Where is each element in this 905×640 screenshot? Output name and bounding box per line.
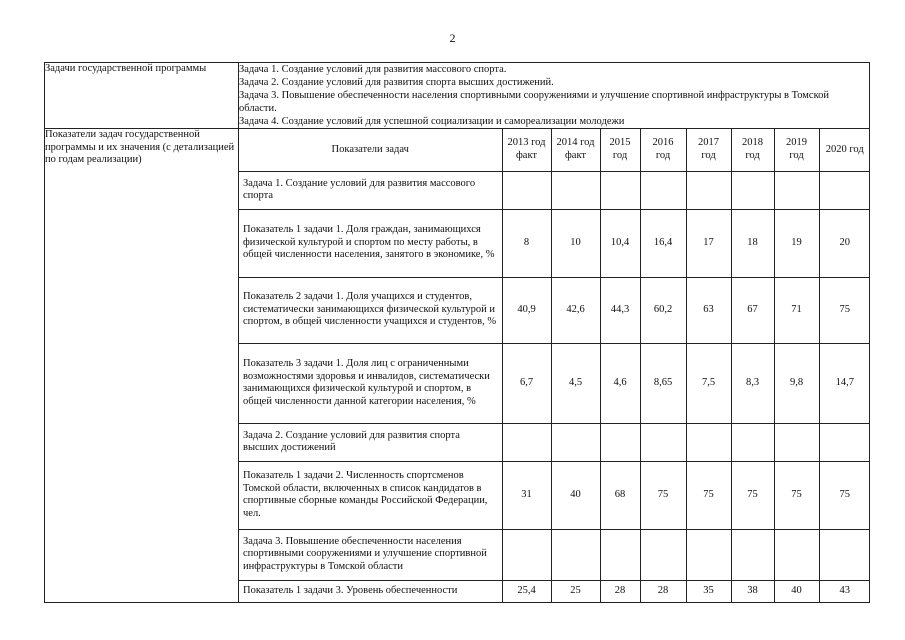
row-6-v2013: 31 (502, 461, 551, 529)
row-4-v2020: 14,7 (819, 343, 870, 423)
row-7-v2014 (551, 529, 600, 580)
row-2-v2019: 19 (774, 209, 819, 277)
row-2-v2020: 20 (819, 209, 870, 277)
row-2-text: Показатель 1 задачи 1. Доля граждан, занимающихся физической культурой и спортом по месту работы, в общей численности населения, занятого в экономике, % (239, 209, 502, 277)
row-2-v2015: 10,4 (600, 209, 640, 277)
row-1-v2019 (774, 171, 819, 209)
row-4-v2014: 4,5 (551, 343, 600, 423)
row-8-v2018: 38 (731, 580, 774, 602)
row-6-v2016: 75 (640, 461, 686, 529)
goal-1: Задача 1. Создание условий для развития массового спорта. (239, 64, 507, 75)
header-year-2020: 2020 год (819, 129, 870, 171)
row-5-v2015 (600, 423, 640, 461)
row-2-v2013: 8 (502, 209, 551, 277)
row-7-text: Задача 3. Повышение обеспеченности населения спортивными сооружениями и улучшение спортивной инфраструктуры в Томской области (239, 529, 502, 580)
row-3-v2015: 44,3 (600, 277, 640, 343)
row-6-text: Показатель 1 задачи 2. Численность спортсменов Томской области, включенных в список кандидатов в спортивные сборные команды Российской Федерации, чел. (239, 461, 502, 529)
indicators-label: Показатели задач государственной программы и их значения (с детализацией по годам реализации) (45, 129, 239, 603)
row-4-v2015: 4,6 (600, 343, 640, 423)
row-5-v2016 (640, 423, 686, 461)
row-7-v2018 (731, 529, 774, 580)
table-row (239, 171, 870, 209)
row-5-v2014 (551, 423, 600, 461)
row-5-v2013 (502, 423, 551, 461)
row-3-v2019: 71 (774, 277, 819, 343)
row-4-v2019: 9,8 (774, 343, 819, 423)
row-1-v2016 (640, 171, 686, 209)
row-3-v2018: 67 (731, 277, 774, 343)
table-row (239, 343, 870, 423)
indicators-cell (239, 129, 870, 603)
program-goals-label: Задачи государственной программы (45, 63, 239, 129)
row-8-v2016: 28 (640, 580, 686, 602)
row-7-v2015 (600, 529, 640, 580)
row-2-v2018: 18 (731, 209, 774, 277)
row-1-v2013 (502, 171, 551, 209)
table-row (239, 423, 870, 461)
row-3-v2013: 40,9 (502, 277, 551, 343)
row-2-v2016: 16,4 (640, 209, 686, 277)
row-6-v2018: 75 (731, 461, 774, 529)
row-1-v2018 (731, 171, 774, 209)
row-5-v2017 (686, 423, 731, 461)
row-1-v2020 (819, 171, 870, 209)
row-1-v2017 (686, 171, 731, 209)
program-goals-list (239, 63, 870, 129)
row-1-v2015 (600, 171, 640, 209)
row-8-text: Показатель 1 задачи 3. Уровень обеспеченности (239, 580, 502, 602)
row-5-text: Задача 2. Создание условий для развития спорта высших достижений (239, 423, 502, 461)
row-3-v2017: 63 (686, 277, 731, 343)
row-5-v2020 (819, 423, 870, 461)
row-3-v2014: 42,6 (551, 277, 600, 343)
row-4-v2013: 6,7 (502, 343, 551, 423)
header-indicator: Показатели задач (239, 129, 502, 171)
row-7-v2016 (640, 529, 686, 580)
row-3-v2016: 60,2 (640, 277, 686, 343)
table-row (239, 529, 870, 580)
header-year-2013: 2013 год факт (502, 129, 551, 171)
row-8-v2020: 43 (819, 580, 870, 602)
header-year-2016: 2016 год (640, 129, 686, 171)
row-4-text: Показатель 3 задачи 1. Доля лиц с ограниченными возможностями здоровья и инвалидов, систематически занимающихся физической культурой и спортом, в общей численности данной категории населения, % (239, 343, 502, 423)
table-row (239, 277, 870, 343)
row-2-v2017: 17 (686, 209, 731, 277)
row-5-v2019 (774, 423, 819, 461)
row-7-v2017 (686, 529, 731, 580)
row-8-v2013: 25,4 (502, 580, 551, 602)
header-year-2018: 2018 год (731, 129, 774, 171)
goal-4: Задача 4. Создание условий для успешной социализации и самореализации молодежи (239, 116, 625, 127)
indicators-row (45, 129, 870, 603)
row-3-text: Показатель 2 задачи 1. Доля учащихся и студентов, систематически занимающихся физической культурой и спортом, в общей численности учащихся и студентов, % (239, 277, 502, 343)
table-row (239, 209, 870, 277)
row-2-v2014: 10 (551, 209, 600, 277)
row-4-v2018: 8,3 (731, 343, 774, 423)
row-7-v2020 (819, 529, 870, 580)
row-6-v2015: 68 (600, 461, 640, 529)
program-goals-row (45, 63, 870, 129)
header-year-2015: 2015 год (600, 129, 640, 171)
goal-2: Задача 2. Создание условий для развития спорта высших достижений. (239, 77, 554, 88)
row-3-v2020: 75 (819, 277, 870, 343)
table-row (239, 580, 870, 602)
header-year-2019: 2019 год (774, 129, 819, 171)
page-number: 2 (449, 31, 456, 45)
indicators-header-row (239, 129, 870, 171)
row-7-v2013 (502, 529, 551, 580)
row-8-v2014: 25 (551, 580, 600, 602)
table-row (239, 461, 870, 529)
row-5-v2018 (731, 423, 774, 461)
row-4-v2017: 7,5 (686, 343, 731, 423)
row-4-v2016: 8,65 (640, 343, 686, 423)
row-1-text: Задача 1. Создание условий для развития массового спорта (239, 171, 502, 209)
row-6-v2014: 40 (551, 461, 600, 529)
row-8-v2017: 35 (686, 580, 731, 602)
header-year-2017: 2017 год (686, 129, 731, 171)
row-6-v2020: 75 (819, 461, 870, 529)
program-passport-table (44, 62, 869, 603)
header-year-2014: 2014 год факт (551, 129, 600, 171)
indicators-table (239, 129, 870, 602)
row-8-v2019: 40 (774, 580, 819, 602)
row-7-v2019 (774, 529, 819, 580)
row-1-v2014 (551, 171, 600, 209)
row-6-v2019: 75 (774, 461, 819, 529)
goal-3: Задача 3. Повышение обеспеченности населения спортивными сооружениями и улучшение спортивной инфраструктуры в Томской области. (239, 90, 830, 114)
row-8-v2015: 28 (600, 580, 640, 602)
row-6-v2017: 75 (686, 461, 731, 529)
